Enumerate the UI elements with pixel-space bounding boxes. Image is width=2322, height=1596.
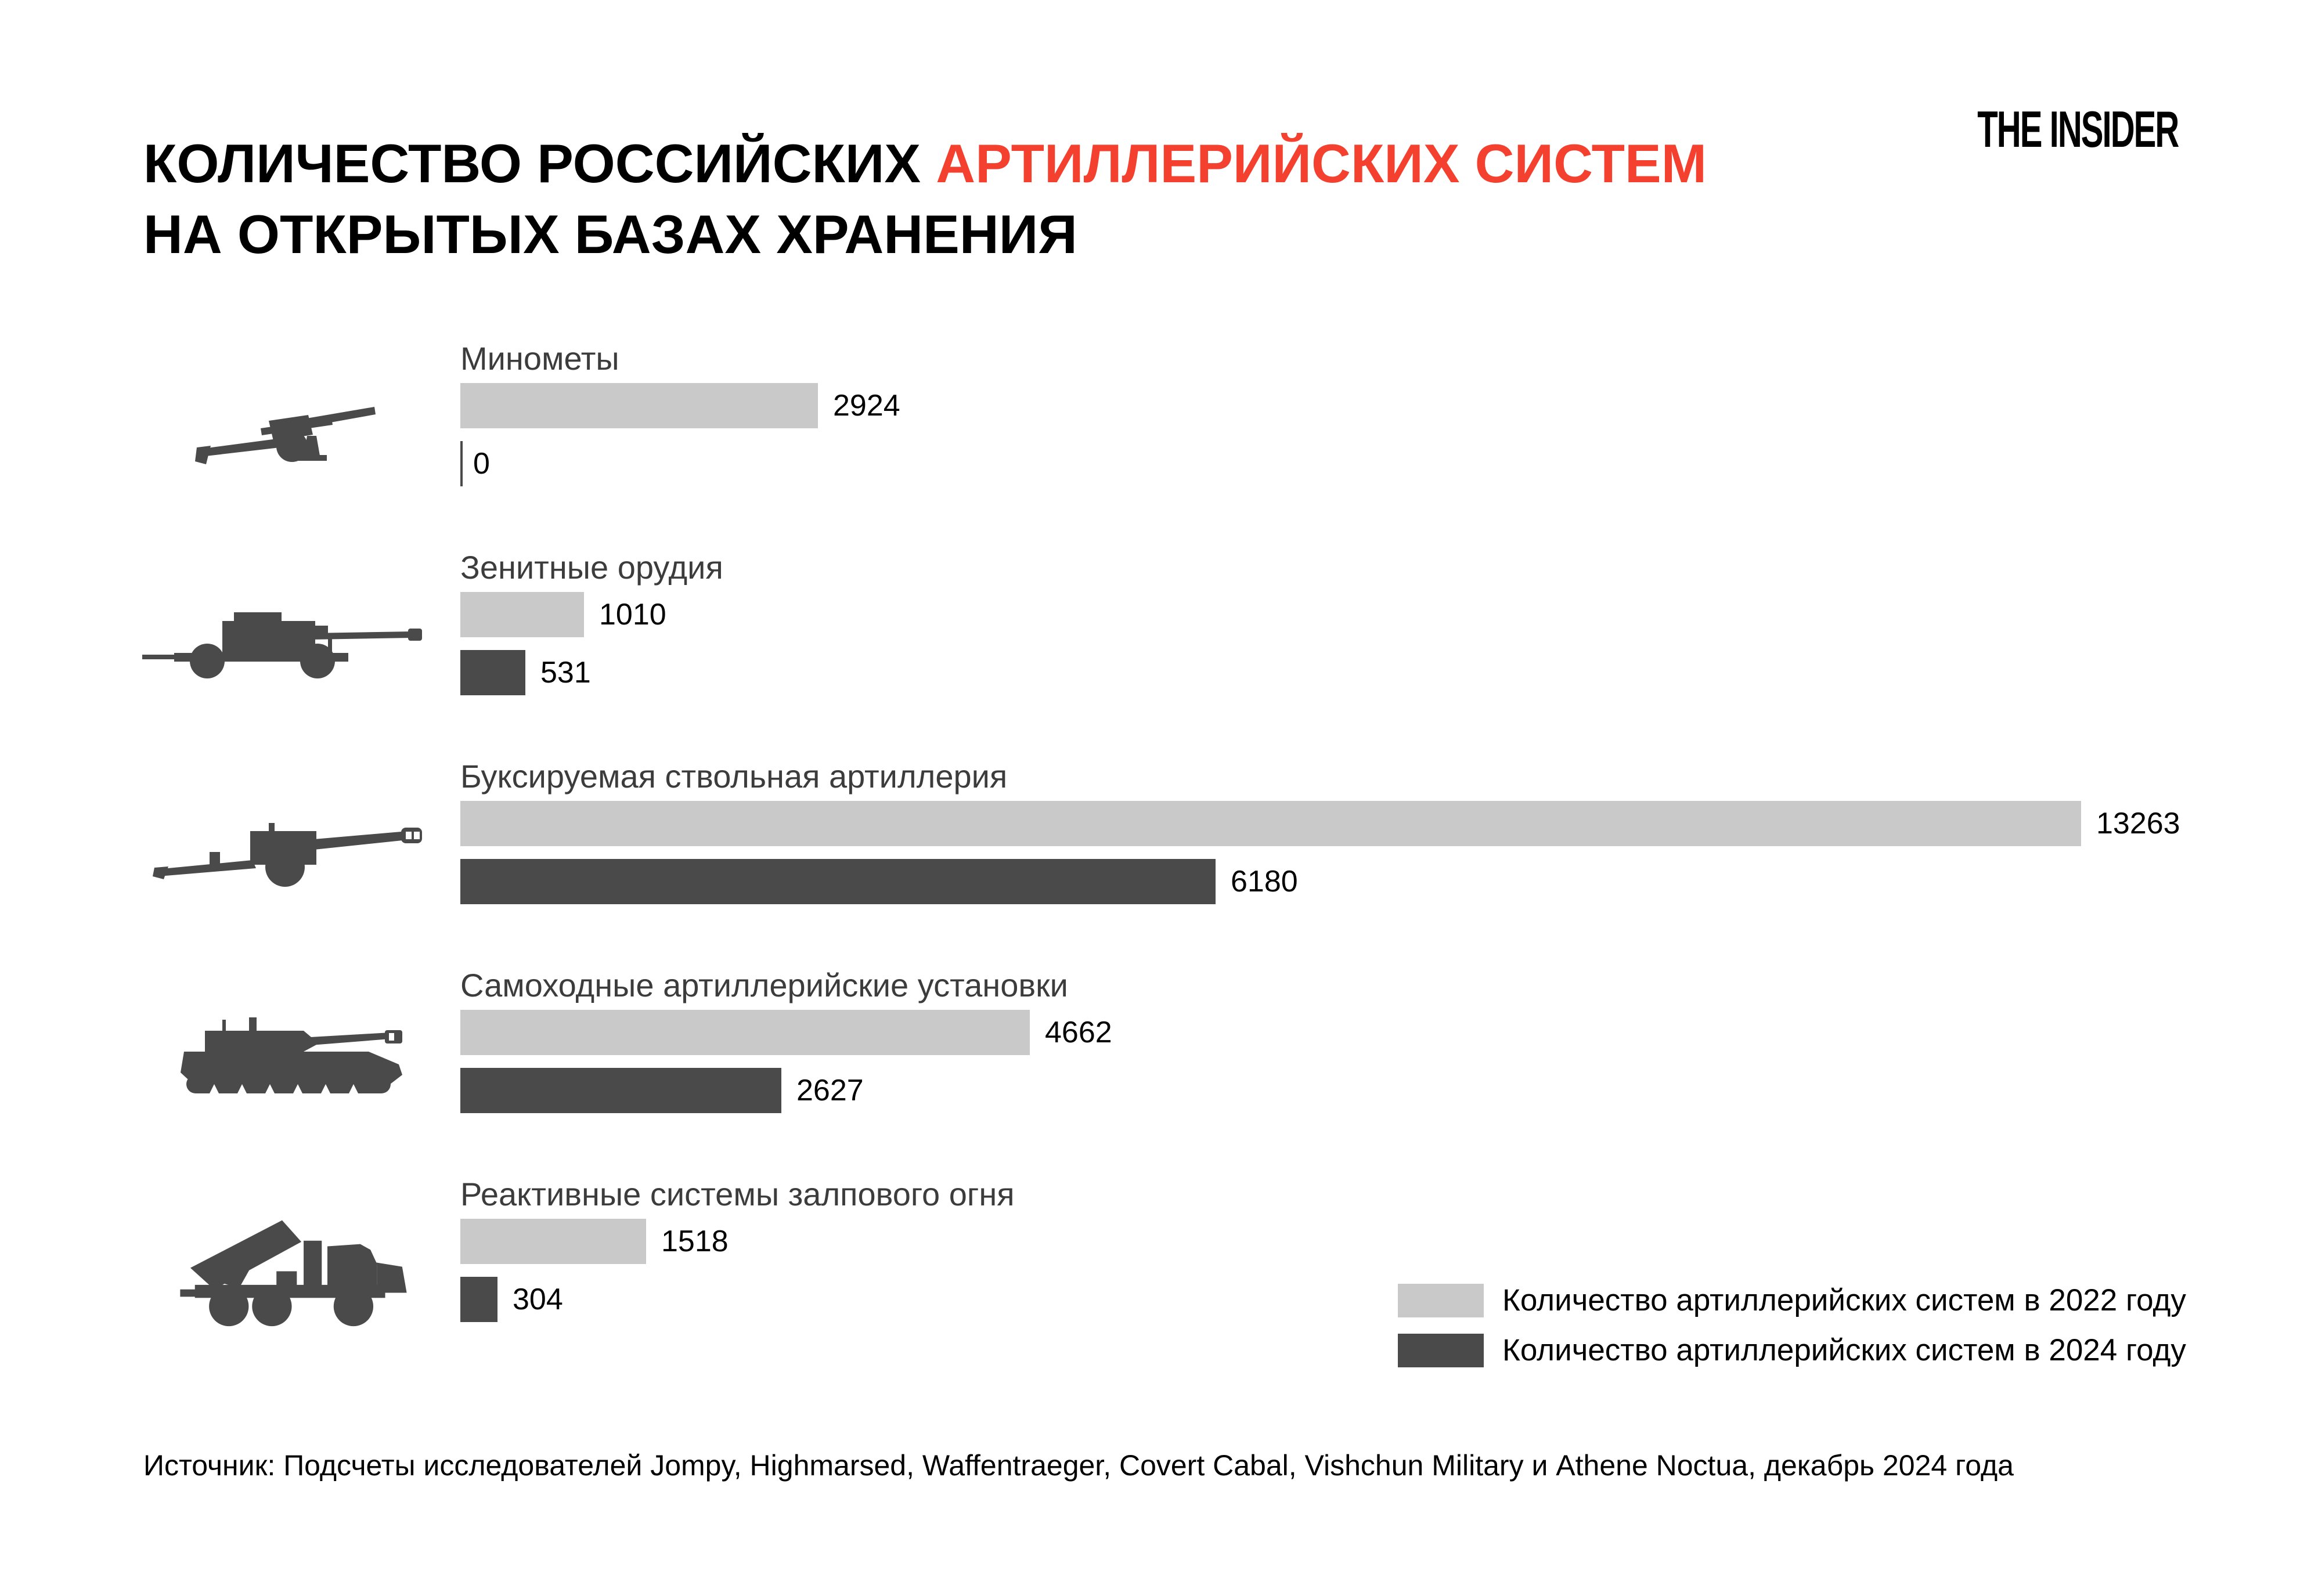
category-row-2 — [0, 550, 2322, 759]
brand-logo: THE INSIDER — [1977, 100, 2178, 158]
mlrs-truck-icon — [139, 1195, 438, 1346]
value-2022: 4662 — [1045, 1016, 1112, 1049]
category-label: Реактивные системы залпового огня — [460, 1176, 1015, 1212]
title-line1-red: АРТИЛЛЕРИЙСКИХ СИСТЕМ — [936, 132, 1707, 194]
anti-aircraft-gun-icon — [139, 568, 438, 719]
towed-howitzer-icon — [139, 777, 438, 928]
value-2022: 2924 — [833, 389, 900, 423]
value-2024: 0 — [473, 447, 490, 481]
category-row-1 — [0, 341, 2322, 550]
category-row-4 — [0, 967, 2322, 1176]
legend-swatch-2024 — [1398, 1334, 1484, 1367]
page-title — [143, 128, 1707, 270]
bar-2022 — [460, 1219, 646, 1264]
bar-2024 — [460, 1277, 497, 1322]
value-2024: 304 — [513, 1283, 563, 1316]
value-2024: 531 — [540, 656, 591, 689]
category-label: Минометы — [460, 340, 619, 377]
source-note: Источник: Подсчеты исследователей Jompy, Highmarsed, Waffentraeger, Covert Cabal, Vishchun Military и Athene Noctua, декабрь 2024 года — [143, 1449, 2014, 1482]
value-2024: 2627 — [796, 1074, 864, 1107]
legend-swatch-2022 — [1398, 1284, 1484, 1317]
legend-item-2024 — [1398, 1334, 2186, 1367]
legend-label-2024: Количество артиллерийских систем в 2024 году — [1502, 1333, 2186, 1367]
value-2022: 1518 — [661, 1225, 729, 1258]
bar-2024 — [460, 650, 525, 695]
value-2022: 13263 — [2096, 807, 2180, 840]
self-propelled-howitzer-icon — [139, 986, 438, 1137]
title-line1-black: КОЛИЧЕСТВО РОССИЙСКИХ — [143, 132, 921, 194]
legend-label-2022: Количество артиллерийских систем в 2022 году — [1502, 1283, 2186, 1317]
legend-item-2022 — [1398, 1284, 2186, 1317]
bar-2022 — [460, 1010, 1030, 1055]
category-row-3 — [0, 759, 2322, 967]
bar-2022 — [460, 592, 584, 637]
category-label: Зенитные орудия — [460, 549, 723, 586]
bar-2024 — [460, 859, 1216, 904]
value-2022: 1010 — [599, 598, 666, 631]
title-line-2: НА ОТКРЫТЫХ БАЗАХ ХРАНЕНИЯ — [143, 203, 1077, 265]
title-line-1 — [143, 128, 1707, 199]
value-2024: 6180 — [1231, 865, 1298, 898]
bar-2022 — [460, 383, 818, 428]
bar-2024-zero — [460, 441, 463, 486]
bar-2024 — [460, 1068, 781, 1113]
bar-2022 — [460, 801, 2081, 846]
category-label: Буксируемая ствольная артиллерия — [460, 758, 1008, 795]
category-label: Самоходные артиллерийские установки — [460, 967, 1068, 1003]
field-gun-icon — [139, 359, 438, 510]
